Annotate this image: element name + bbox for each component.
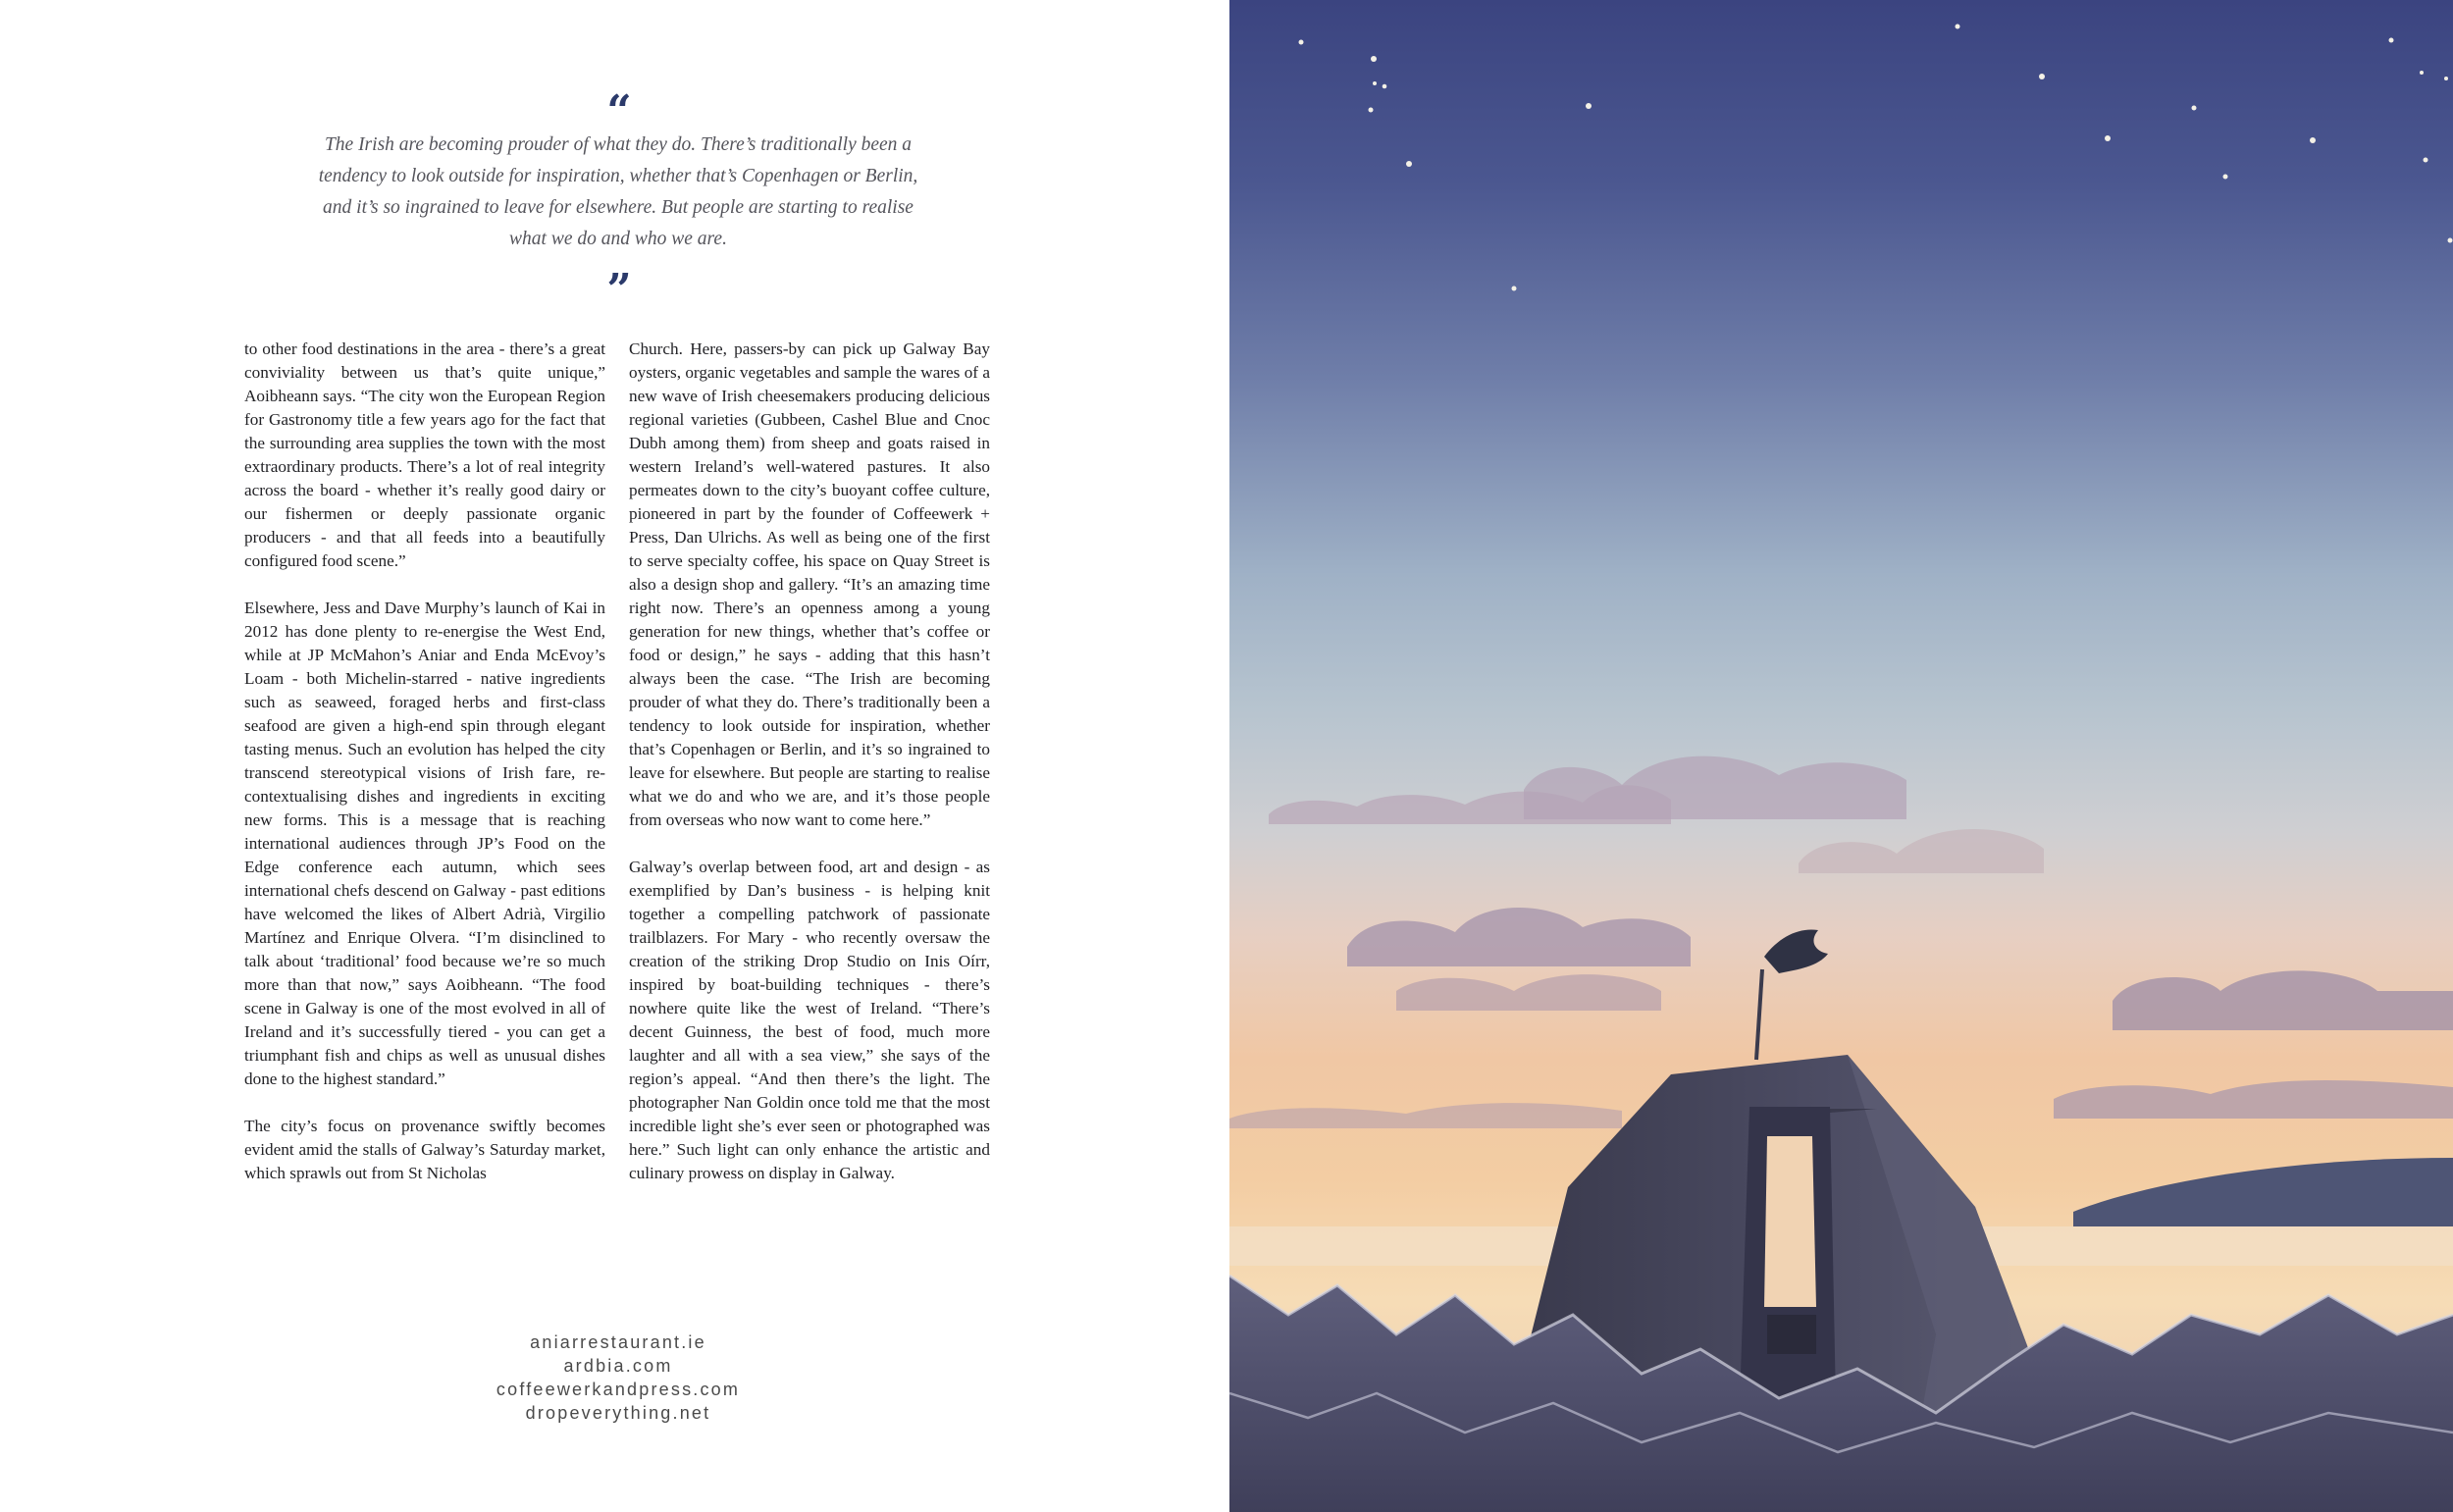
article-column-2 [629, 338, 990, 1209]
link-aniar[interactable]: aniarrestaurant.ie [530, 1332, 706, 1352]
column-2-paragraph-1: Church. Here, passers-by can pick up Galway Bay oysters, organic vegetables and sample the wares of a new wave of Irish cheesemakers producing delicious regional varieties (Gubbeen, Cashel Blue and Cnoc Dubh among them) from sheep and goats raised in western Ireland’s well-watered pastures. It also permeates down to the city’s buoyant coffee culture, pioneered in part by the founder of Coffeewerk + Press, Dan Ulrichs. As well as being one of the first to serve specialty coffee, his space on Quay Street is also a design shop and gallery. “It’s an amazing time right now. There’s an openness among a young generation for new things, whether that’s coffee or food or design,” he says - adding that this hasn’t always been the case. “The Irish are becoming prouder of what they do. There’s traditionally been a tendency to look outside for inspiration, whether that’s Copenhagen or Berlin, and it’s so ingrained to leave for elsewhere. But people are starting to realise what we do and who we are, and it’s those people from overseas who now want to come here.” [629, 339, 990, 829]
illustration-svg [1229, 0, 2453, 1512]
column-1-paragraph-2: Elsewhere, Jess and Dave Murphy’s launch of Kai in 2012 has done plenty to re-energise the West End, while at JP McMahon’s Aniar and Enda McEvoy’s Loam - both Michelin-starred - native ingredients such as seaweed, foraged herbs and first-class seafood are given a high-end spin through elegant tasting menus. Such an evolution has helped the city transcend stereotypical visions of Irish fare, re-contextualising dishes and ingredients in exciting new forms. This is a message that is reaching international audiences through JP’s Food on the Edge conference each autumn, which sees international chefs descend on Galway - past editions have welcomed the likes of Albert Adrià, Virgilio Martínez and Enrique Olvera. “I’m disinclined to talk about ‘traditional’ food because we’re so much more than that now,” says Aoibheann. “The food scene in Galway is one of the most evolved in all of Ireland and it’s successfully tiered - you can get a triumphant fish and chips as well as unusual dishes done to the highest standard.” [244, 599, 605, 1088]
link-ardbia[interactable]: ardbia.com [563, 1356, 673, 1376]
close-quote-mark: ” [606, 265, 630, 315]
column-1-paragraph-3: The city’s focus on provenance swiftly becomes evident amid the stalls of Galway’s Saturday market, which sprawls out from St Nicholas [244, 1117, 605, 1182]
column-1-paragraph-1: to other food destinations in the area - there’s a great conviviality between us that’s quite unique,” Aoibheann says. “The city won the European Region for Gastronomy title a few years ago for the fact that the surrounding area supplies the town with the most extraordinary products. There’s a lot of real integrity across the board - whether it’s really good dairy or our fishermen or deeply passionate organic producers - and that all feeds into a beautifully configured food scene.” [244, 339, 605, 570]
link-dropeverything[interactable]: dropeverything.net [525, 1403, 711, 1423]
website-links [422, 1330, 814, 1425]
article-column-1 [244, 338, 605, 1209]
column-2-paragraph-2: Galway’s overlap between food, art and design - as exemplified by Dan’s business - is helping knit together a compelling patchwork of passionate trailblazers. For Mary - who recently oversaw the creation of the striking Drop Studio on Inis Oírr, inspired by boat-building techniques - there’s nowhere quite like the west of Ireland. “There’s decent Guinness, the best of food, much more laughter and all with a sea view,” she says of the region’s appeal. “And then there’s the light. The photographer Nan Goldin once told me that the most incredible light she’s ever seen or photographed was here.” Such light can only enhance the artistic and culinary prowess on display in Galway. [629, 858, 990, 1182]
pull-quote-text: The Irish are becoming prouder of what they do. There’s traditionally been a tendency to look outside for inspiration, whether that’s Copenhagen or Berlin, and it’s so ingrained to leave for elsewhere. But people are starting to realise what we do and who we are. [318, 134, 918, 249]
watercolor-illustration [1229, 0, 2453, 1512]
open-quote-mark: “ [606, 86, 630, 136]
link-coffeewerk[interactable]: coffeewerkandpress.com [496, 1380, 741, 1399]
pull-quote [294, 86, 942, 315]
